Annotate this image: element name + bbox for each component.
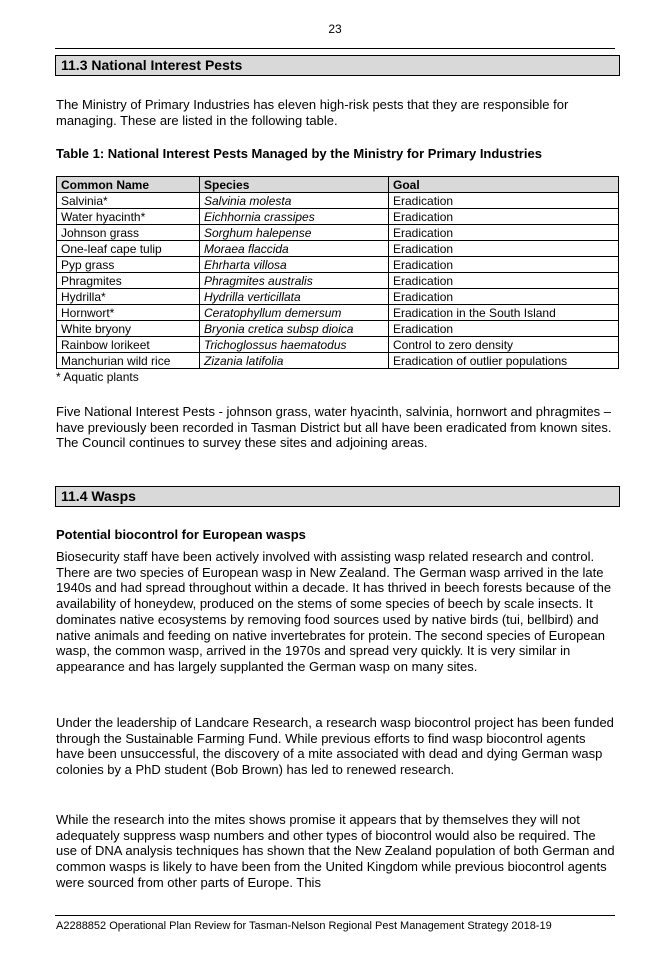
closing-paragraph: Five National Interest Pests - johnson grass, water hyacinth, salvinia, hornwort and phragmites – have previously been recorded in Tasman District but all have been eradicated from known sites. The Council continues to survey these sites and adjoining areas.	[56, 404, 612, 451]
cell-common-name: White bryony	[57, 321, 200, 337]
cell-goal: Eradication	[389, 273, 619, 289]
cell-common-name: Rainbow lorikeet	[57, 337, 200, 353]
wasp-paragraph: While the research into the mites shows promise it appears that by themselves they will not adequately suppress wasp numbers and other types of biocontrol would also be required. The use of DNA analysis techniques has shown that the New Zealand population of both German and common wasps is likely to have been from the United Kingdom while previous biocontrol agents were sourced from other parts of Europe. This	[56, 812, 615, 890]
section-heading-11-4: 11.4 Wasps	[55, 486, 620, 507]
table-header-row	[57, 177, 619, 193]
table-caption: Table 1: National Interest Pests Managed by the Ministry for Primary Industries	[56, 146, 542, 161]
page-number: 23	[328, 22, 342, 36]
page-footer: A2288852 Operational Plan Review for Tasman-Nelson Regional Pest Management Strategy 2018-19	[56, 920, 552, 932]
subheading-biocontrol: Potential biocontrol for European wasps	[56, 527, 306, 542]
cell-species: Ehrharta villosa	[200, 257, 389, 273]
cell-goal: Eradication	[389, 241, 619, 257]
cell-species: Trichoglossus haematodus	[200, 337, 389, 353]
section-heading-11-3: 11.3 National Interest Pests	[55, 55, 620, 76]
table-row	[57, 273, 619, 289]
table-row	[57, 305, 619, 321]
wasp-paragraph: Biosecurity staff have been actively involved with assisting wasp related research and control. There are two species of European wasp in New Zealand. The German wasp arrived in the late 1940s and had spread throughout within a decade. It has thrived in beech forests because of the availability of honeydew, produced on the stems of some species of beech by scale insects. It dominates native ecosystems by removing food sources used by native birds (tui, bellbird) and native animals and feeding on native invertebrates for protein. The second species of European wasp, the common wasp, arrived in the 1970s and spread very quickly. It is very similar in appearance and has largely supplanted the German wasp on many sites.	[56, 549, 612, 674]
cell-goal: Control to zero density	[389, 337, 619, 353]
table-row	[57, 225, 619, 241]
table-footnote: * Aquatic plants	[56, 370, 139, 384]
cell-goal: Eradication in the South Island	[389, 305, 619, 321]
table-row	[57, 321, 619, 337]
cell-species: Eichhornia crassipes	[200, 209, 389, 225]
column-header-common-name: Common Name	[57, 177, 200, 193]
header-rule	[55, 48, 615, 49]
table-row	[57, 209, 619, 225]
cell-goal: Eradication	[389, 257, 619, 273]
cell-species: Zizania latifolia	[200, 353, 389, 369]
cell-goal: Eradication	[389, 225, 619, 241]
cell-common-name: Pyp grass	[57, 257, 200, 273]
cell-goal: Eradication	[389, 321, 619, 337]
table-row	[57, 193, 619, 209]
cell-common-name: Manchurian wild rice	[57, 353, 200, 369]
cell-common-name: Salvinia*	[57, 193, 200, 209]
wasp-paragraph: Under the leadership of Landcare Research, a research wasp biocontrol project has been funded through the Sustainable Farming Fund. While previous efforts to find wasp biocontrol agents have been unsuccessful, the discovery of a mite associated with dead and dying German wasp colonies by a PhD student (Bob Brown) has led to renewed research.	[56, 715, 614, 778]
cell-species: Hydrilla verticillata	[200, 289, 389, 305]
cell-goal: Eradication of outlier populations	[389, 353, 619, 369]
cell-species: Moraea flaccida	[200, 241, 389, 257]
table-row	[57, 289, 619, 305]
table-row	[57, 353, 619, 369]
cell-goal: Eradication	[389, 289, 619, 305]
table-row	[57, 241, 619, 257]
cell-common-name: Hornwort*	[57, 305, 200, 321]
pests-table	[56, 176, 619, 369]
cell-common-name: Johnson grass	[57, 225, 200, 241]
cell-common-name: Phragmites	[57, 273, 200, 289]
cell-goal: Eradication	[389, 209, 619, 225]
cell-species: Bryonia cretica subsp dioica	[200, 321, 389, 337]
cell-species: Salvinia molesta	[200, 193, 389, 209]
column-header-species: Species	[200, 177, 389, 193]
intro-paragraph: The Ministry of Primary Industries has eleven high-risk pests that they are responsible for managing. These are listed in the following table.	[56, 97, 569, 128]
table-row	[57, 257, 619, 273]
column-header-goal: Goal	[389, 177, 619, 193]
cell-species: Ceratophyllum demersum	[200, 305, 389, 321]
table-row	[57, 337, 619, 353]
cell-species: Sorghum halepense	[200, 225, 389, 241]
cell-species: Phragmites australis	[200, 273, 389, 289]
cell-common-name: One-leaf cape tulip	[57, 241, 200, 257]
cell-common-name: Water hyacinth*	[57, 209, 200, 225]
cell-goal: Eradication	[389, 193, 619, 209]
cell-common-name: Hydrilla*	[57, 289, 200, 305]
footer-rule	[55, 915, 615, 916]
